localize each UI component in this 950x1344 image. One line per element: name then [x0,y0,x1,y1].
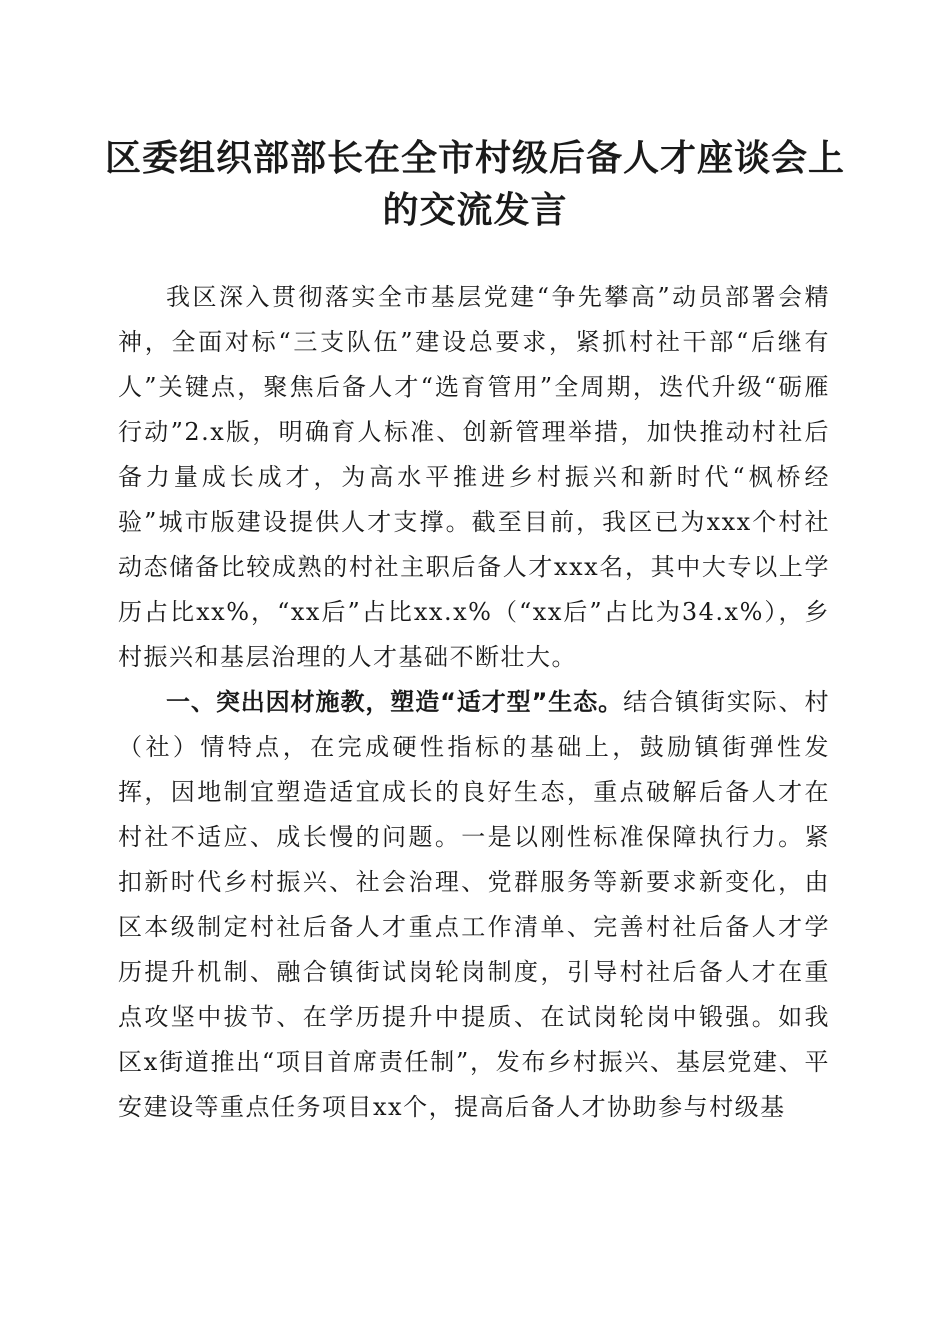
section-1-text: 结合镇街实际、村（社）情特点，在完成硬性指标的基础上，鼓励镇街弹性发挥，因地制宜塑造适宜成长的良好生态，重点破解后备人才在村社不适应、成长慢的问题。一是以刚性标准保障执行力。紧扣新时代乡村振兴、社会治理、党群服务等新要求新变化，由区本级制定村社后备人才重点工作清单、完善村社后备人才学历提升机制、融合镇街试岗轮岗制度，引导村社后备人才在重点攻坚中拔节、在学历提升中提质、在试岗轮岗中锻强。如我区x街道推出“项目首席责任制”，发布乡村振兴、基层党建、平安建设等重点任务项目xx个，提高后备人才协助参与村级基 [118,688,831,1121]
document-body [118,275,830,1130]
intro-paragraph: 我区深入贯彻落实全市基层党建“争先攀高”动员部署会精神，全面对标“三支队伍”建设总要求，紧抓村社干部“后继有人”关键点，聚焦后备人才“选育管用”全周期，迭代升级“砺雁行动”2.x版，明确育人标准、创新管理举措，加快推动村社后备力量成长成才，为高水平推进乡村振兴和新时代“枫桥经验”城市版建设提供人才支撑。截至目前，我区已为xxx个村社动态储备比较成熟的村社主职后备人才xxx名，其中大专以上学历占比xx%，“xx后”占比xx.x%（“xx后”占比为34.x%），乡村振兴和基层治理的人才基础不断壮大。 [118,283,830,671]
document-title-line-1: 区委组织部部长在全市村级后备人才座谈会上 [104,137,845,179]
document-title [100,132,850,236]
section-1-heading: 一、突出因材施教，塑造“适才型”生态。 [166,688,624,716]
section-1-paragraph [118,680,830,1130]
document-title-line-2: 的交流发言 [382,189,568,231]
